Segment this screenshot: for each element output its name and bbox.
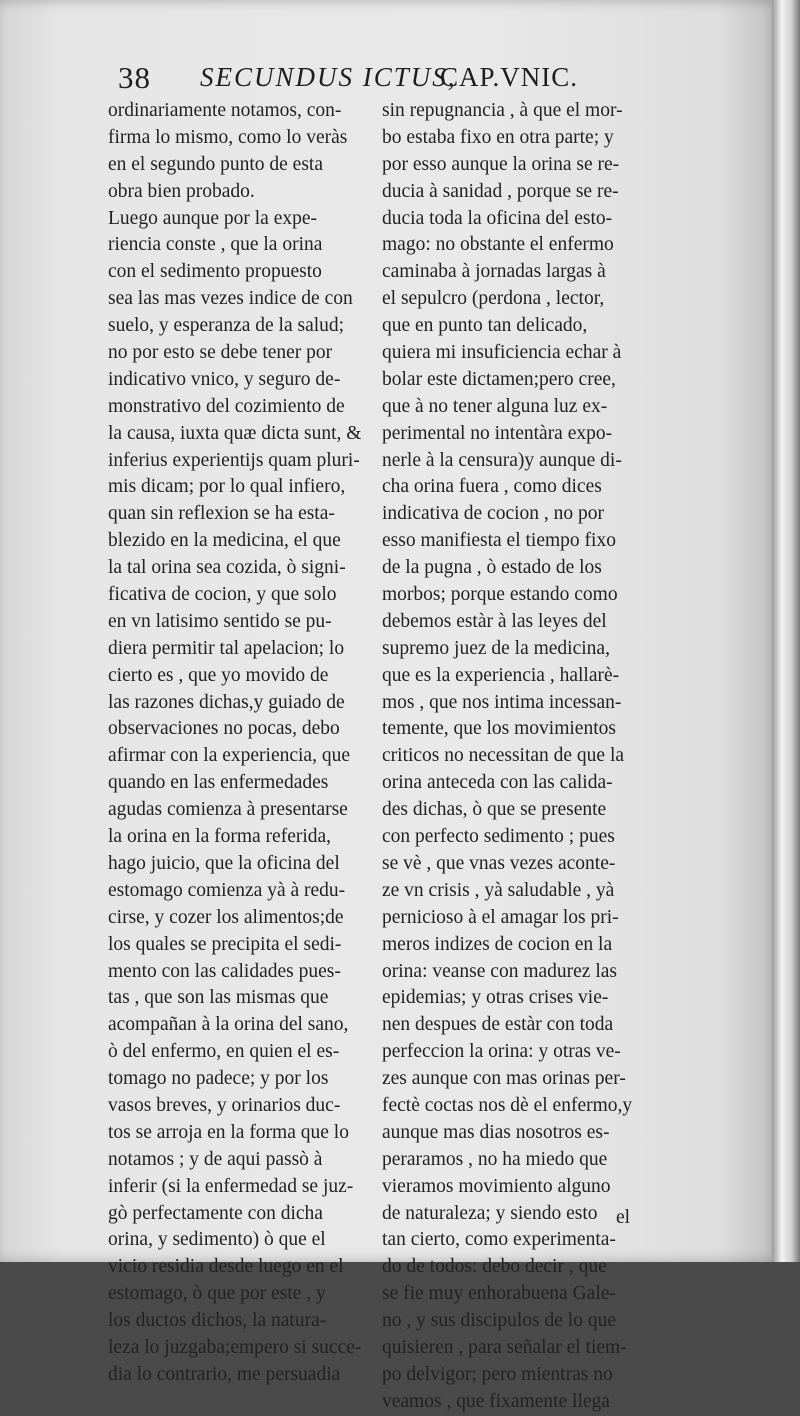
text-line: nerle à la censura)y aunque di- [382, 449, 622, 471]
text-line: fectè coctas nos dè el enfermo,y [382, 1094, 633, 1116]
text-line: de la pugna , ò estado de los [382, 557, 602, 579]
page-header [118, 60, 588, 100]
text-line: las razones dichas,y guiado de [108, 691, 345, 713]
text-line: veamos , que fixamente llega [382, 1390, 610, 1412]
text-line: inferius experientijs quam pluri- [108, 449, 360, 471]
text-line: notamos ; y de aqui passò à [108, 1148, 323, 1170]
text-line: zes aunque con mas orinas per- [382, 1068, 626, 1090]
text-line: de naturaleza; y siendo esto [382, 1202, 598, 1224]
text-line: vieramos movimiento alguno [382, 1175, 611, 1197]
text-line: mento con las calidades pues- [108, 960, 341, 982]
text-line: en el segundo punto de esta [108, 153, 323, 175]
text-line: debemos estàr à las leyes del [382, 610, 607, 632]
text-line: ordinariamente notamos, con- [108, 100, 342, 121]
text-line: bolar este dictamen;pero cree, [382, 368, 616, 390]
text-line: orina: veanse con madurez las [382, 960, 617, 982]
text-line: supremo juez de la medicina, [382, 637, 610, 659]
text-line: orina anteceda con las calida- [382, 772, 613, 794]
text-line: criticos no necessitan de que la [382, 745, 625, 767]
text-line: agudas comienza à presentarse [108, 799, 348, 821]
text-line: inferir (si la enfermedad se juz- [108, 1175, 354, 1197]
text-line: ducia toda la oficina del esto- [382, 207, 613, 229]
text-line: ze vn crisis , yà saludable , yà [382, 879, 615, 901]
text-line: nen despues de estàr con toda [382, 1014, 614, 1036]
text-line: que en punto tan delicado, [382, 315, 588, 337]
text-line: orina, y sedimento) ò que el [108, 1229, 326, 1251]
text-line: tomago no padece; y por los [108, 1068, 329, 1090]
text-line: quiera mi insuficiencia echar à [382, 342, 622, 364]
text-line: pernicioso à el amagar los pri- [382, 906, 619, 928]
text-line: temente, que los movimientos [382, 718, 616, 740]
text-line: que à no tener alguna luz ex- [382, 395, 608, 417]
text-line: quando en las enfermedades [108, 772, 329, 794]
text-line: sea las mas vezes indice de con [108, 288, 353, 310]
text-line: vicio residia desde luego en el [108, 1256, 344, 1278]
text-line: observaciones no pocas, debo [108, 718, 340, 740]
text-line: quan sin reflexion se ha esta- [108, 503, 335, 525]
text-line: el sepulcro (perdona , lector, [382, 288, 605, 310]
text-line: se fie muy enhorabuena Gale- [382, 1283, 616, 1305]
text-line: con el sedimento propuesto [108, 261, 322, 283]
text-line: esso manifiesta el tiempo fixo [382, 530, 616, 552]
text-line: suelo, y esperanza de la salud; [108, 315, 345, 337]
text-line: riencia conste , que la orina [108, 234, 323, 256]
text-line: mos , que nos intima incessan- [382, 691, 622, 713]
text-line: meros indizes de cocion en la [382, 933, 613, 955]
text-line: no por esto se debe tener por [108, 342, 333, 364]
text-line: indicativo vnico, y seguro de- [108, 368, 341, 390]
catchword: el [616, 1207, 631, 1228]
text-line: la causa, iuxta quæ dicta sunt, & [108, 422, 362, 444]
text-line: los quales se precipita el sedi- [108, 933, 342, 955]
text-line: perimental no intentàra expo- [382, 422, 613, 444]
text-line: perfeccion la orina: y otras ve- [382, 1041, 621, 1063]
text-line: monstrativo del cozimiento de [108, 395, 345, 417]
text-line: gò perfectamente con dicha [108, 1202, 323, 1224]
text-line: cierto es , que yo movido de [108, 664, 329, 686]
text-line: estomago, ò que por este , y [108, 1283, 326, 1305]
text-line: caminaba à jornadas largas à [382, 261, 606, 283]
text-line: ò del enfermo, en quien el es- [108, 1041, 340, 1063]
text-line: cirse, y cozer los alimentos;de [108, 906, 344, 928]
text-line: estomago comienza yà à redu- [108, 879, 346, 901]
text-line: no , y sus discipulos de lo que [382, 1310, 616, 1332]
text-line: cha orina fuera , como dices [382, 476, 602, 498]
chapter-label: CAP.VNIC. [440, 62, 579, 92]
text-line: quisieren , para señalar el tiem- [382, 1336, 627, 1358]
text-line: sin repugnancia , à que el mor- [382, 100, 623, 121]
running-title: SECUNDUS ICTUS, [200, 62, 457, 92]
text-line: obra bien probado. [108, 180, 255, 202]
text-line: indicativa de cocion , no por [382, 503, 605, 525]
text-line: peraramos , no ha miedo que [382, 1148, 608, 1170]
text-line: po delvigor; pero mientras no [382, 1363, 613, 1385]
text-line: con perfecto sedimento ; pues [382, 826, 615, 848]
text-line: aunque mas dias nosotros es- [382, 1121, 610, 1143]
text-line: mis dicam; por lo qual infiero, [108, 476, 346, 498]
text-line: por esso aunque la orina se re- [382, 153, 620, 175]
text-line: do de todos: debo decir , que [382, 1256, 607, 1278]
text-line: blezido en la medicina, el que [108, 530, 341, 552]
text-line: epidemias; y otras crises vie- [382, 987, 609, 1009]
text-line: morbos; porque estando como [382, 584, 618, 606]
text-line: que es la experiencia , hallarè- [382, 664, 620, 686]
text-line: vasos breves, y orinarios duc- [108, 1094, 341, 1116]
text-line: en vn latisimo sentido se pu- [108, 610, 332, 632]
text-line: acompañan à la orina del sano, [108, 1014, 349, 1036]
text-line: leza lo juzgaba;empero si succe- [108, 1336, 362, 1358]
text-line: des dichas, ò que se presente [382, 799, 607, 821]
text-line: se vè , que vnas vezes aconte- [382, 852, 616, 874]
page-number: 38 [118, 60, 151, 95]
text-line: diera permitir tal apelacion; lo [108, 637, 345, 659]
text-line: la orina en la forma referida, [108, 826, 332, 848]
text-line: dia lo contrario, me persuadia [108, 1363, 341, 1385]
text-line: mago: no obstante el enfermo [382, 234, 614, 256]
text-line: tos se arroja en la forma que lo [108, 1121, 349, 1143]
text-line: tan cierto, como experimenta- [382, 1229, 616, 1251]
left-text-column [108, 98, 366, 1389]
text-line: ficativa de cocion, y que solo [108, 584, 337, 606]
text-line: tas , que son las mismas que [108, 987, 329, 1009]
page-gutter [772, 0, 800, 1262]
text-line: los ductos dichos, la natura- [108, 1310, 327, 1332]
text-line: bo estaba fixo en otra parte; y [382, 126, 614, 148]
text-line: afirmar con la experiencia, que [108, 745, 350, 767]
text-line: la tal orina sea cozida, ò signi- [108, 557, 346, 579]
text-line: Luego aunque por la expe- [108, 207, 317, 229]
text-line: firma lo mismo, como lo veràs [108, 126, 348, 148]
text-line: hago juicio, que la oficina del [108, 852, 340, 874]
text-line: ducia à sanidad , porque se re- [382, 180, 619, 202]
right-text-column [382, 98, 640, 1416]
